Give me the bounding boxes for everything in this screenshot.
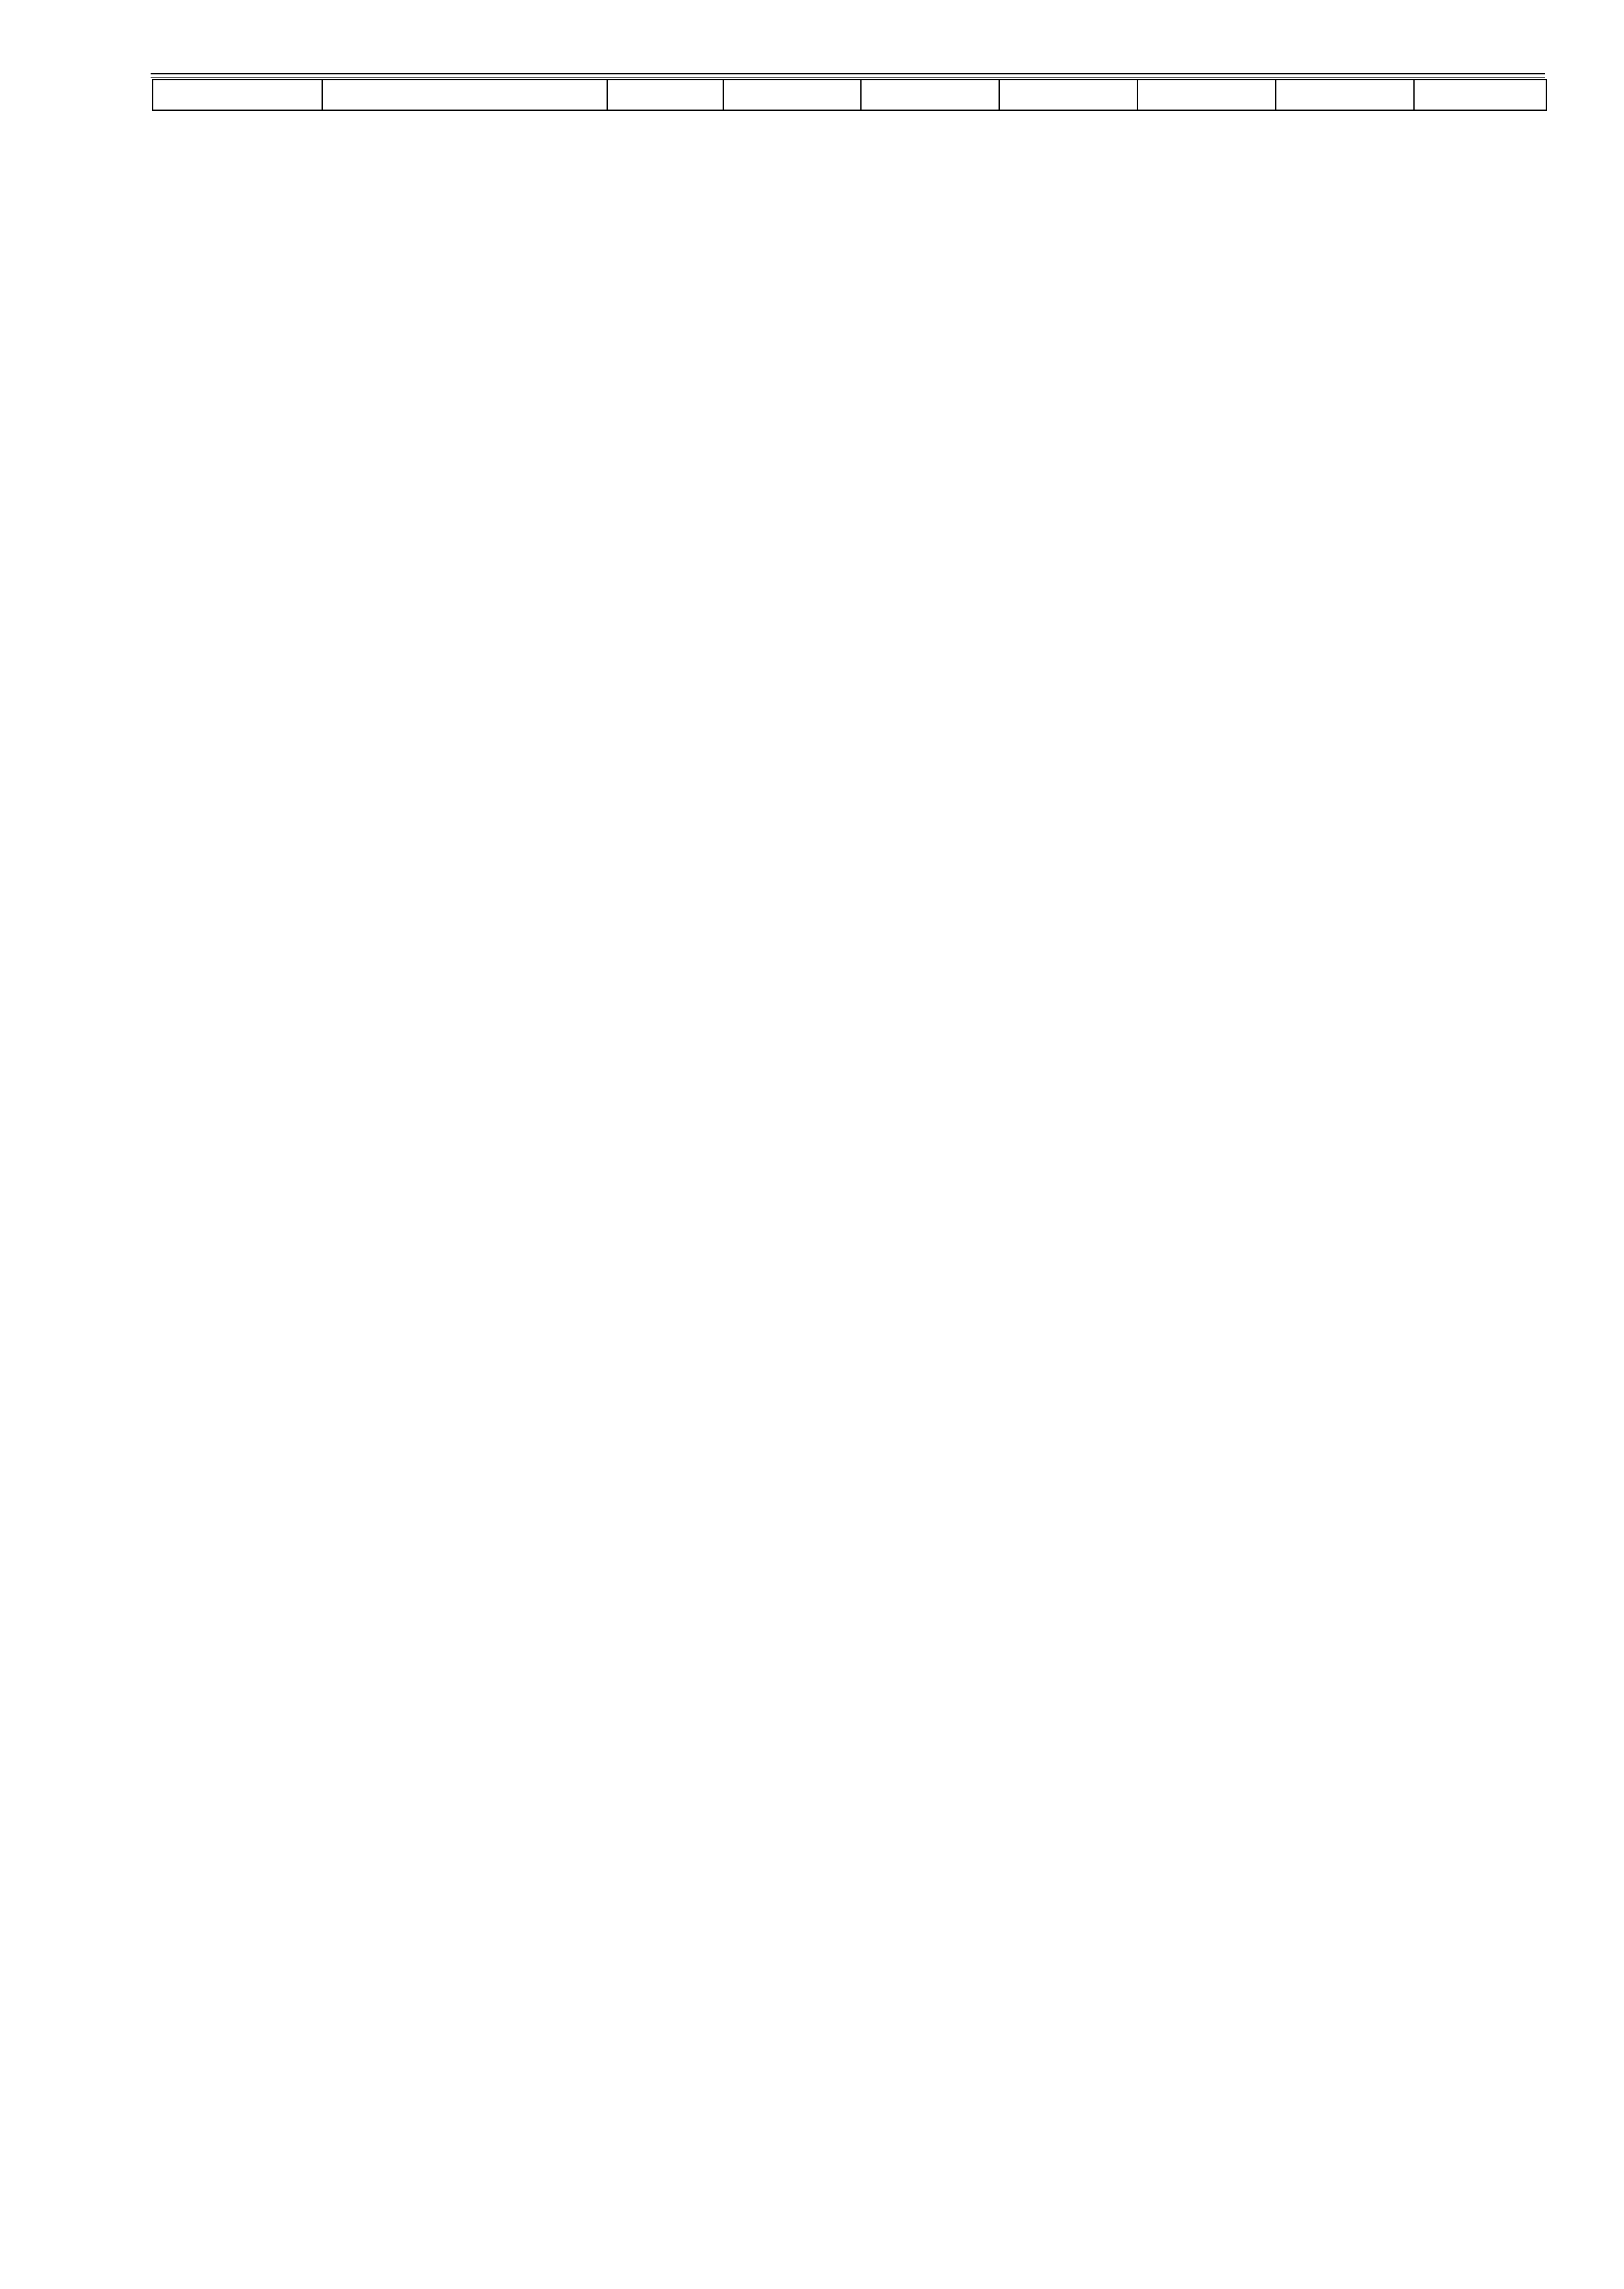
column-number — [607, 80, 723, 110]
column-number — [999, 80, 1137, 110]
column-number — [153, 80, 322, 110]
column-number — [322, 80, 607, 110]
column-number — [1276, 80, 1414, 110]
column-number — [1137, 80, 1276, 110]
column-number-row — [153, 80, 1546, 110]
column-number — [1414, 80, 1546, 110]
rates-table — [152, 79, 1547, 111]
column-number — [861, 80, 999, 110]
header-rule — [151, 73, 1545, 78]
column-number — [723, 80, 861, 110]
